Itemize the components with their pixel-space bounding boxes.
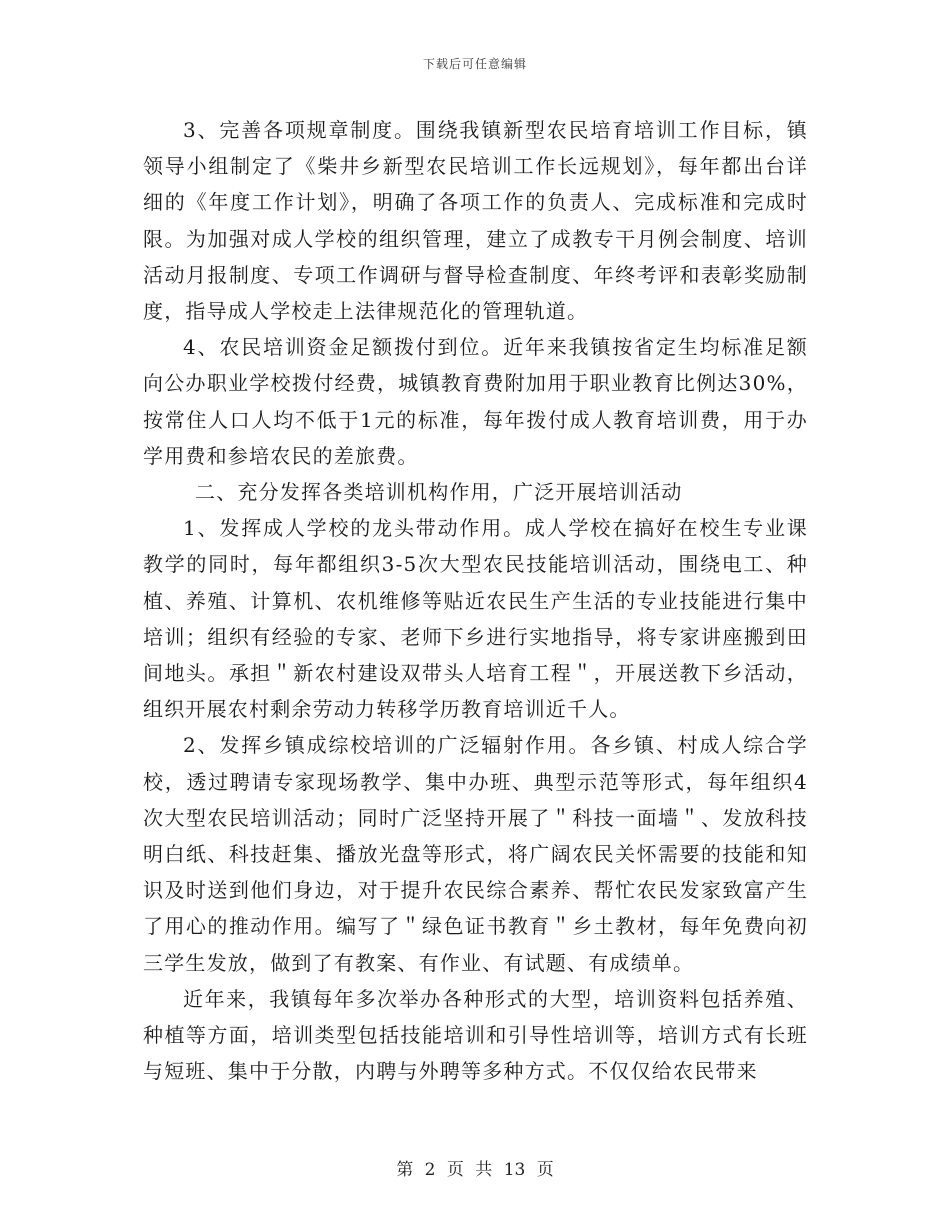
paragraph-recent-years: 近年来，我镇每年多次举办各种形式的大型，培训资料包括养殖、种植等方面，培训类型包括技能培训和引导性培训等，培训方式有长班与短班、集中于分散，内聘与外聘等多种方式。不仅仅给农民带来 bbox=[143, 986, 808, 1084]
page-header: 下载后可任意编辑 bbox=[422, 57, 527, 71]
paragraph-adult-school: 1、发挥成人学校的龙头带动作用。成人学校在搞好在校生专业课教学的同时，每年都组织3-5次大型农民技能培训活动，围绕电工、种植、养殖、计算机、农机维修等贴近农民生产生活的专业技能进行集中培训；组织有经验的专家、老师下乡进行实地指导，将专家讲座搬到田间地头。承担＂新农村建设双带头人培育工程＂，开展送教下乡活动，组织开展农村剩余劳动力转移学历教育培训近千人。 bbox=[143, 516, 808, 722]
paragraph-funding: 4、农民培训资金足额拨付到位。近年来我镇按省定生均标准足额向公办职业学校拨付经费，城镇教育费附加用于职业教育比例达30%，按常住人口人均不低于1元的标准，每年拨付成人教育培训费，用于办学用费和参培农民的差旅费。 bbox=[143, 335, 808, 468]
page-number: 第 2 页 共 13 页 bbox=[396, 1160, 554, 1180]
document-body bbox=[143, 112, 808, 1089]
paragraph-township-school: 2、发挥乡镇成综校培训的广泛辐射作用。各乡镇、村成人综合学校，透过聘请专家现场教学、集中办班、典型示范等形式，每年组织4次大型农民培训活动；同时广泛坚持开展了＂科技一面墙＂、发放科技明白纸、科技赶集、播放光盘等形式，将广阔农民关怀需要的技能和知识及时送到他们身边，对于提升农民综合素养、帮忙农民发家致富产生了用心的推动作用。编写了＂绿色证书教育＂乡土教材，每年免费向初三学生发放，做到了有教案、有作业、有试题、有成绩单。 bbox=[143, 733, 808, 975]
paragraph-rules: 3、完善各项规章制度。围绕我镇新型农民培育培训工作目标，镇领导小组制定了《柴井乡新型农民培训工作长远规划》，每年都出台详细的《年度工作计划》，明确了各项工作的负责人、完成标准和完成时限。为加强对成人学校的组织管理，建立了成教专干月例会制度、培训活动月报制度、专项工作调研与督导检查制度、年终考评和表彰奖励制度，指导成人学校走上法律规范化的管理轨道。 bbox=[143, 118, 808, 324]
section-heading: 二、充分发挥各类培训机构作用，广泛开展培训活动 bbox=[195, 480, 683, 505]
